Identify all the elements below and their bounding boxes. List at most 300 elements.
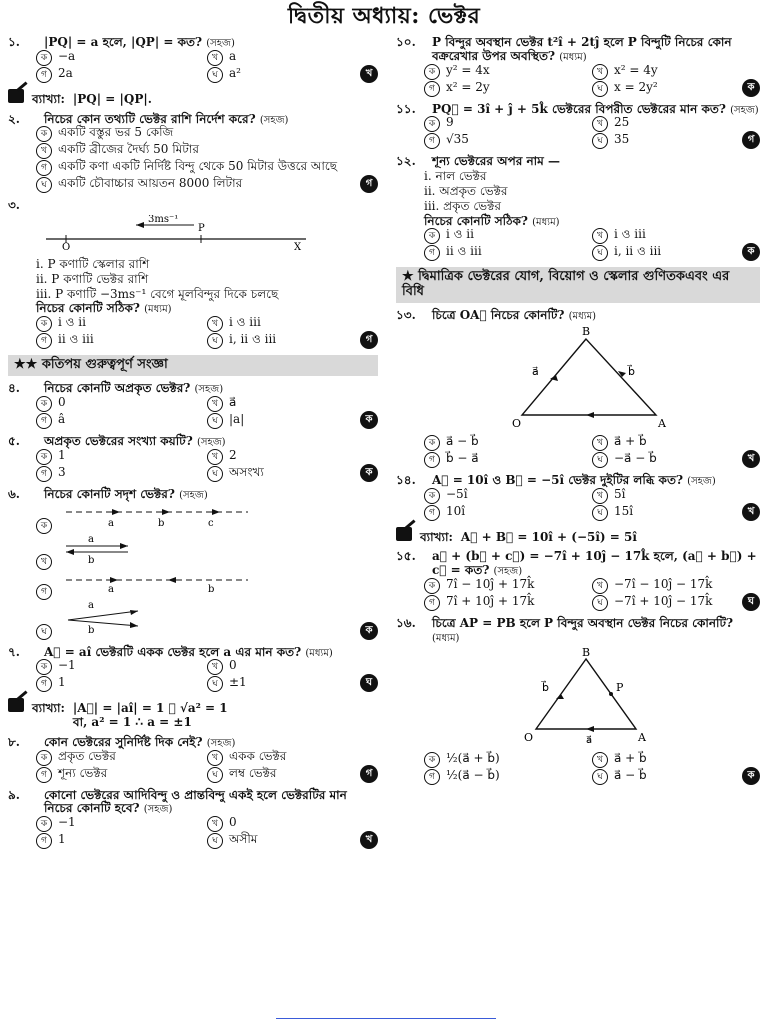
question-text: নিচের কোন তথ্যটি ভেক্টর রাশি নির্দেশ করে? [44,111,256,126]
option-ga[interactable] [424,245,592,261]
option-text: 35 [614,132,630,147]
option-ka[interactable] [424,64,592,80]
option-label: ঘ [36,177,52,193]
option-gha[interactable] [207,466,378,482]
options [36,396,378,429]
difficulty-tag: (মধ্যম) [559,51,587,63]
arrow-base [586,412,594,418]
option-ka[interactable] [424,228,592,244]
statement-ii: ii. অপ্রকৃত ভেক্টর [424,183,508,198]
option-kha[interactable] [36,534,378,570]
question-number: ১০. [396,35,416,49]
option-ga[interactable] [36,333,207,349]
difficulty-tag: (সহজ) [143,804,173,816]
question-number: ৫. [8,433,20,448]
vector-b-line [68,620,138,626]
option-label: খ [207,816,223,832]
option-text: ii ও iii [58,332,94,347]
question-text: a⃗ + (b⃗ + c⃗) = −7î + 10ĵ − 17k̂ হলে, (a⃗ + b⃗) + c⃗ = কত? [432,549,757,578]
option-label: ঘ [592,595,608,611]
answer-badge: খ [742,450,760,468]
option-kha[interactable] [207,750,378,766]
question-number: ৩. [8,198,20,213]
vector-a-line [68,611,138,620]
option-label: ক [36,449,52,465]
option-label: গ [424,505,440,521]
vertex-a: A [638,730,646,744]
option-label: ক [424,488,440,504]
answer-badge: খ [360,831,378,849]
option-gha[interactable] [592,769,760,785]
option-label: ঘ [207,333,223,349]
explanation-text-2: বা, a² = 1 ∴ a = ±1 [72,715,192,730]
statement-i: i. P কণাটি স্কেলার রাশি [36,256,150,271]
triangle [536,659,636,729]
option-text: 1 [58,675,66,690]
option-ga[interactable] [36,767,207,783]
options [424,752,760,785]
vector-a-label: a⃗ [532,365,539,379]
option-text: শূন্য ভেক্টর [58,765,108,780]
option-label: ক [36,50,52,66]
option-label: গ [424,133,440,149]
option-kha[interactable] [592,752,760,768]
question-text: অপ্রকৃত ভেক্টরের সংখ্যা কয়টি? [44,433,193,448]
arrow-b [162,509,170,515]
question-11 [396,103,760,150]
question-text: |PQ| = a হলে, |QP| = কত? [44,35,203,49]
explanation-text: |A⃗| = |aî| = 1 ∴ √a² = 1 [72,701,228,716]
option-text: i ও ii [58,315,86,330]
arrow-a [110,577,118,583]
option-ka[interactable] [36,316,207,332]
question-7 [8,646,378,693]
label-b: b [88,554,95,564]
option-ka[interactable] [424,116,592,132]
option-label: খ [36,143,52,159]
option-ka[interactable] [36,126,378,142]
option-text: −1 [58,658,76,673]
option-label: খ [207,659,223,675]
answer-badge: গ [360,175,378,193]
explanation-text: |PQ| = |QP|. [72,91,152,106]
question-number: ৮. [8,734,20,749]
option-gha[interactable] [592,452,760,468]
option-label: ঘ [36,624,52,640]
option-text: a⃗ − b⃗ [614,768,647,783]
option-label: গ [424,595,440,611]
option-label: ঘ [592,245,608,261]
question-text: কোনো ভেক্টরের আদিবিন্দু ও প্রান্তবিন্দু একই হলে ভেক্টরটির মান নিচের কোনটি হবে? [44,787,347,816]
label-c: c [208,517,214,528]
option-text: ½(a⃗ + b⃗) [446,751,500,766]
vertex-b: B [582,325,591,339]
option-gha[interactable] [36,177,378,193]
number-line-diagram [36,215,336,251]
option-text: −7î − 10ĵ − 17k̂ [614,577,713,592]
option-text: ±1 [229,675,247,690]
triangle-midpoint-diagram [506,647,706,747]
explanation-label: ব্যাখ্যা: [32,91,65,106]
option-gha[interactable] [207,67,378,83]
answer-badge: খ [360,65,378,83]
vector-b-label: b⃗ [628,365,635,379]
option-label: ক [424,578,440,594]
pencil-icon [8,698,24,712]
label-b: b [88,624,95,634]
option-ga[interactable] [424,595,592,611]
option-text: 3 [58,464,66,479]
option-gha[interactable] [592,81,760,97]
option-label: ঘ [207,67,223,83]
option-ga[interactable] [424,505,592,521]
option-text: a⃗ − b⃗ [446,433,479,448]
option-text: 25 [614,115,630,130]
question-15 [396,550,760,611]
options [36,750,378,783]
difficulty-tag: (সহজ) [687,475,716,487]
answer-badge: ক [742,767,760,785]
velocity-label: 3ms⁻¹ [148,215,179,226]
vertex-o: O [524,730,534,744]
angled-vectors-diagram [58,600,258,634]
option-label: গ [36,333,52,349]
option-label: খ [207,316,223,332]
answer-badge: ক [360,622,378,640]
option-ga[interactable] [36,413,207,429]
question-number: ৬. [8,486,20,501]
option-gha[interactable] [592,595,760,611]
option-ga[interactable] [36,160,378,176]
option-text: |a| [229,411,245,426]
question-number: ১৫. [396,549,416,564]
option-label: ক [36,816,52,832]
option-label: গ [36,466,52,482]
vector-options [36,502,378,640]
option-gha[interactable] [207,833,378,849]
option-label: খ [36,554,52,570]
question-number: ১. [8,35,20,49]
options [36,126,378,193]
question-text: A⃗ = 10î ও B⃗ = −5î ভেক্টর দুইটির লব্ধি কত? [432,472,683,487]
option-kha[interactable] [207,659,378,675]
answer-badge: গ [360,331,378,349]
option-ga[interactable] [424,81,592,97]
options [424,435,760,468]
option-label: ঘ [592,81,608,97]
axis-end-label: X [294,242,302,252]
option-label: ঘ [207,466,223,482]
pencil-icon [396,527,412,541]
difficulty-tag: (সহজ) [206,38,235,49]
option-kha[interactable] [207,396,378,412]
option-label: ঘ [207,767,223,783]
option-text: b⃗ − a⃗ [446,450,479,465]
triangle [522,339,656,415]
options [424,64,760,97]
arrow-b [168,577,176,583]
difficulty-tag: (সহজ) [259,114,289,126]
difficulty-tag: (সহজ) [179,489,208,501]
difficulty-tag: (সহজ) [206,737,236,749]
explanation-7 [8,698,378,730]
question-number: ১৪. [396,472,416,487]
question-8 [8,736,378,783]
label-a: a [88,599,94,611]
options [36,50,378,83]
option-text: একটি ব্রীজের দৈর্ঘ্য 50 মিটার [58,142,199,157]
pencil-icon [8,89,24,103]
velocity-arrowhead [136,222,144,228]
question-number: ১১. [396,101,416,116]
option-ga[interactable] [36,570,378,600]
option-ga[interactable] [36,833,207,849]
option-gha[interactable] [207,676,378,692]
triangle-diagram [486,325,686,429]
option-label: খ [207,396,223,412]
vertex-o: O [512,417,522,430]
option-label: ক [424,228,440,244]
options [36,816,378,849]
origin-label: O [62,242,71,252]
option-text: 0 [229,815,237,830]
question-5 [8,435,378,482]
option-label: ক [424,435,440,451]
option-label: ঘ [207,676,223,692]
difficulty-tag: (সহজ) [493,566,523,578]
point-label: P [198,223,205,235]
option-text: 1 [58,447,66,462]
option-label: গ [36,67,52,83]
option-text: i, ii ও iii [614,244,662,259]
option-text: 1 [58,832,66,847]
option-kha[interactable] [207,449,378,465]
options [424,116,760,149]
vector-a-arrowhead [120,543,128,549]
option-label: খ [207,50,223,66]
option-ka[interactable] [36,396,207,412]
question-text: কোন ভেক্টরের সুনির্দিষ্ট দিক নেই? [44,734,203,749]
option-label: খ [592,435,608,451]
option-label: গ [424,452,440,468]
option-ka[interactable] [36,659,207,675]
question-number: ৭. [8,644,20,659]
section-heading: ★★ কতিপয় গুরুত্বপূর্ণ সংজ্ঞা [8,355,378,376]
option-text: 0 [58,394,66,409]
option-text: একটি চৌবাচ্চার আয়তন 8000 লিটার [58,176,243,191]
option-label: গ [36,584,52,600]
option-ka[interactable] [424,435,592,451]
answer-badge: ক [360,464,378,482]
answer-badge: গ [742,131,760,149]
option-text: â [58,411,66,426]
option-gha[interactable] [36,600,378,640]
statements [36,258,378,301]
option-label: গ [424,81,440,97]
option-label: খ [592,752,608,768]
footer-divider [276,1018,496,1019]
question-12 [396,155,760,261]
option-ka[interactable] [424,578,592,594]
option-kha[interactable] [36,143,378,159]
option-text: a [229,48,237,63]
option-label: ক [36,126,52,142]
option-ga[interactable] [424,769,592,785]
explanation-label: ব্যাখ্যা: [420,529,453,544]
option-ka[interactable] [424,752,592,768]
option-kha[interactable] [207,816,378,832]
question-text: নিচের কোনটি অপ্রকৃত ভেক্টর? [44,381,191,396]
option-label: গ [36,767,52,783]
option-ga[interactable] [424,133,592,149]
question-2 [8,113,378,194]
option-ga[interactable] [36,676,207,692]
label-a: a [88,533,94,545]
vector-a-label: a⃗ [586,734,593,746]
option-gha[interactable] [207,413,378,429]
answer-badge: খ [742,503,760,521]
question-6 [8,488,378,640]
options [36,316,378,349]
option-ka[interactable] [36,502,378,534]
arrow-ba-side [618,371,626,377]
collinear-vectors-diagram [58,502,258,528]
option-text: একক ভেক্টর [229,748,287,763]
option-label: খ [207,449,223,465]
label-a: a [108,583,114,594]
opposite-vectors-diagram [58,570,258,594]
option-text: y² = 4x [446,62,490,77]
vector-b-label: b⃗ [542,680,549,694]
answer-badge: ঘ [742,593,760,611]
option-text: −a⃗ − b⃗ [614,450,657,465]
explanation-text: A⃗ + B⃗ = 10î + (−5î) = 5î [460,529,637,544]
option-text: x² = 4y [614,62,658,77]
section-heading: ★ দ্বিমাত্রিক ভেক্টরের যোগ, বিয়োগ ও স্কেলার গুণিতকএবং এর বিধি [396,267,760,303]
option-label: ক [36,316,52,332]
option-text: a⃗ + b⃗ [614,751,647,766]
left-column [8,36,378,855]
option-label: ঘ [592,769,608,785]
option-text: 2 [229,447,237,462]
options [36,449,378,482]
question-text: চিত্রে AP = PB হলে P বিন্দুর অবস্থান ভেক্টর নিচের কোনটি? [432,616,734,631]
option-text: 9 [446,115,454,130]
arrow-c [212,509,220,515]
question-text: নিচের কোনটি সঠিক? [424,213,528,228]
option-text: একটি বস্তুর ভর 5 কেজি [58,125,174,140]
option-ka[interactable] [36,449,207,465]
option-text: লম্ব ভেক্টর [229,765,277,780]
right-column [396,36,760,791]
option-ga[interactable] [424,452,592,468]
option-kha[interactable] [592,435,760,451]
option-ga[interactable] [36,67,207,83]
option-text: প্রকৃত ভেক্টর [58,748,116,763]
option-text: a² [229,65,241,80]
difficulty-tag: (মধ্যম) [144,304,172,316]
options [36,659,378,692]
option-gha[interactable] [592,133,760,149]
option-label: গ [36,413,52,429]
vertex-b: B [582,646,591,659]
option-label: গ [36,160,52,176]
option-ka[interactable] [36,50,207,66]
option-kha[interactable] [207,316,378,332]
difficulty-tag: (সহজ) [194,384,224,396]
option-text: ½(a⃗ − b⃗) [446,768,500,783]
option-label: গ [36,833,52,849]
option-gha[interactable] [207,333,378,349]
option-label: গ [424,769,440,785]
question-14 [396,474,760,521]
option-text: −a [58,48,76,63]
option-ka[interactable] [424,488,592,504]
option-text: 7î + 10ĵ + 17k̂ [446,594,535,609]
arrow-base [586,726,594,732]
option-text: 0 [229,658,237,673]
option-kha[interactable] [592,116,760,132]
option-text: অসীম [229,832,258,847]
option-text: 2a [58,65,73,80]
difficulty-tag: (সহজ) [730,104,759,116]
option-ka[interactable] [36,750,207,766]
option-kha[interactable] [592,228,760,244]
question-text: চিত্রে OA⃗ নিচের কোনটি? [432,308,565,323]
point-p [609,692,613,696]
option-gha[interactable] [207,767,378,783]
option-ga[interactable] [36,466,207,482]
arrow-a [112,509,120,515]
option-gha[interactable] [592,245,760,261]
label-b: b [158,517,165,528]
question-1 [8,36,378,83]
option-text: x² = 2y [446,79,490,94]
question-text: নিচের কোনটি সদৃশ ভেক্টর? [44,486,175,501]
question-number: ৪. [8,381,20,396]
option-label: ক [36,518,52,534]
statement-i: i. নাল ভেক্টর [424,169,487,184]
option-gha[interactable] [592,505,760,521]
option-text: 10î [446,503,466,518]
option-label: ক [36,659,52,675]
answer-badge: ঘ [360,674,378,692]
option-kha[interactable] [592,64,760,80]
option-kha[interactable] [592,578,760,594]
option-text: i ও iii [614,227,646,242]
option-kha[interactable] [207,50,378,66]
answer-badge: গ [360,765,378,783]
option-ka[interactable] [36,816,207,832]
option-text: a⃗ [229,394,237,409]
explanation-1 [8,89,378,107]
question-4 [8,382,378,429]
option-kha[interactable] [592,488,760,504]
option-label: ঘ [207,833,223,849]
option-text: i ও ii [446,227,474,242]
option-text: i ও iii [229,315,261,330]
answer-badge: ক [742,79,760,97]
option-label: খ [592,488,608,504]
statement-ii: ii. P কণাটি ভেক্টর রাশি [36,271,149,286]
explanation-label: ব্যাখ্যা: [32,701,65,716]
question-9 [8,789,378,850]
option-text: a⃗ + b⃗ [614,433,647,448]
option-text: i, ii ও iii [229,332,277,347]
difficulty-tag: (সহজ) [196,436,226,448]
option-text: x = 2y² [614,79,658,94]
option-label: ক [424,752,440,768]
